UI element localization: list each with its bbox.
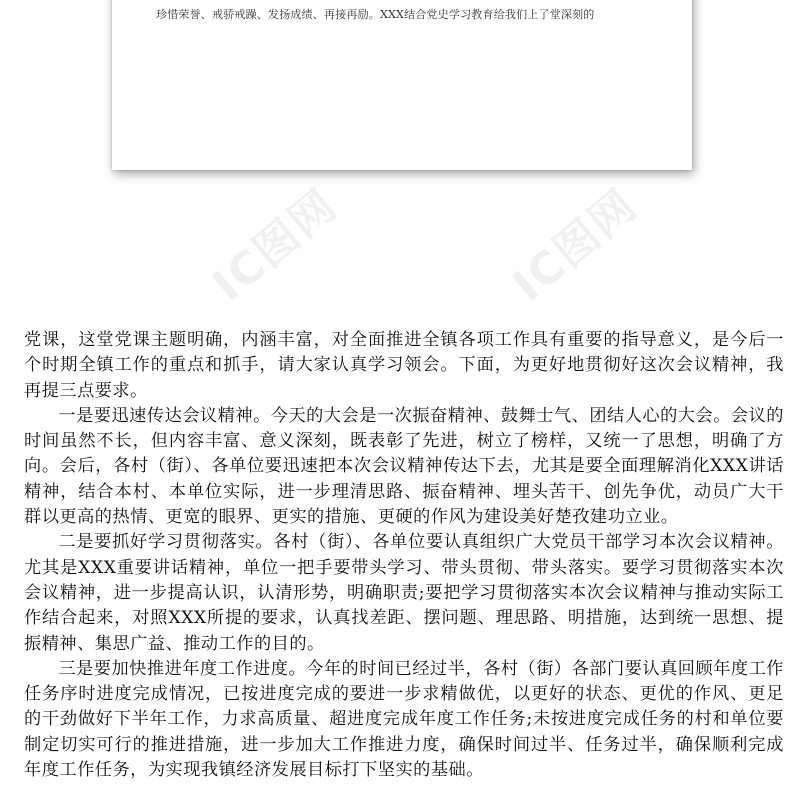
paragraph-requirement-2: 二是要抓好学习贯彻落实。各村（街）、各单位要认真组织广大党员干部学习本次会议精神。尤其是XXX重要讲话精神，单位一把手要带头学习、带头贯彻、带头落实。要学习贯彻落实本次会议精神，进一步提高认识，认清形势，明确职责;要把学习贯彻落实本次会议精神与推动实际工作结合起来，对照XXX所提的要求，认真找差距、摆问题、理思路、明措施，达到统一思想、提振精神、集思广益、推动工作的目的。 <box>24 532 784 654</box>
previous-page-card <box>112 0 692 170</box>
paragraph-requirement-3: 三是要加快推进年度工作进度。今年的时间已经过半，各村（街）各部门要认真回顾年度工作任务序时进度完成情况，已按进度完成的要进一步求精做优，以更好的状态、更优的作风、更足的干劲做好下半年工作，力求高质量、超进度完成年度工作任务;未按进度完成任务的村和单位要制定切实可行的推进措施，进一步加大工作推进力度，确保时间过半、任务过半，确保顺利完成年度工作任务，为实现我镇经济发展目标打下坚实的基础。 <box>24 658 784 781</box>
paragraph-continuation: 党课，这堂党课主题明确，内涵丰富，对全面推进全镇各项工作具有重要的指导意义，是今后一个时期全镇工作的重点和抓手，请大家认真学习领会。下面，为更好地贯彻好这次会议精神，我再提三点要求。 <box>24 330 784 401</box>
watermark-logo <box>196 171 348 313</box>
watermark-text: IC图网 <box>503 179 648 312</box>
document-body <box>24 328 784 783</box>
previous-page-text: 珍惜荣誉、戒骄戒躁、发扬成绩、再接再励。XXX结合党史学习教育给我们上了堂深刻的 <box>156 8 595 21</box>
watermark-text: IC图网 <box>203 179 348 312</box>
watermark-logo <box>496 171 648 313</box>
paragraph-requirement-1: 一是要迅速传达会议精神。今天的大会是一次振奋精神、鼓舞士气、团结人心的大会。会议的时间虽然不长，但内容丰富、意义深刻，既表彰了先进，树立了榜样，又统一了思想，明确了方向。会后，各村（街）、各单位要迅速把本次会议精神传达下去，尤其是要全面理解消化XXX讲话精神，结合本村、本单位实际，进一步理清思路、振奋精神、埋头苦干、创先争优，动员广大干群以更高的热情、更宽的眼界、更实的措施、更硬的作风为建设美好楚孜建功立业。 <box>24 405 784 528</box>
